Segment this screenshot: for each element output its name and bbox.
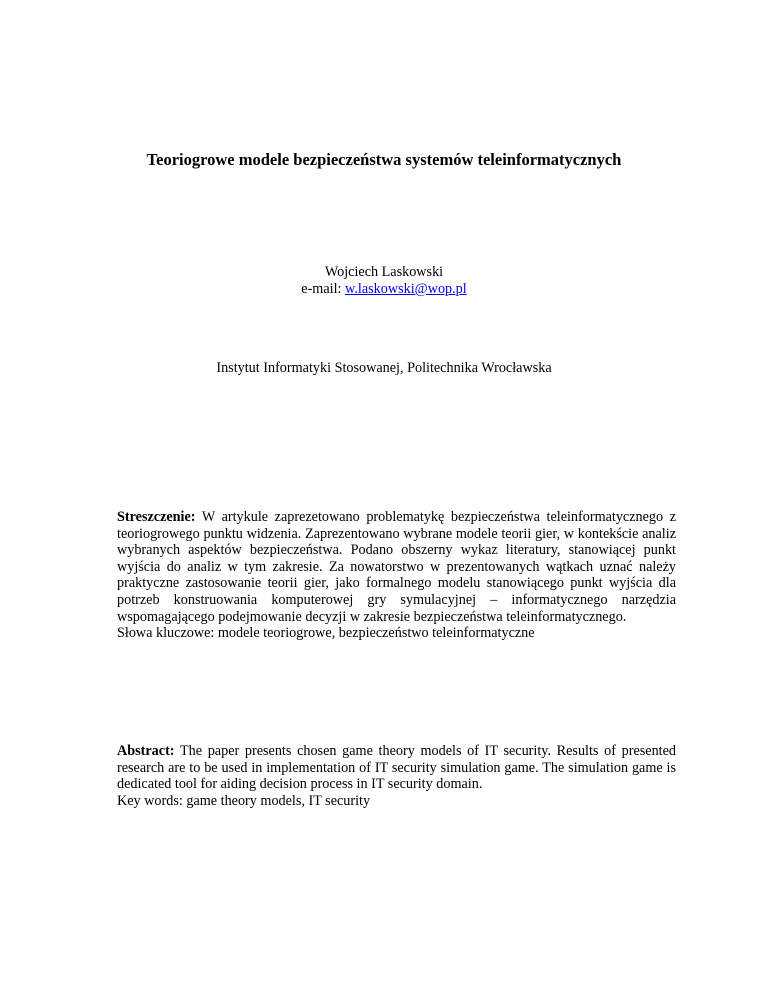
- author-email-line: [0, 281, 768, 298]
- author-name: Wojciech Laskowski: [324, 264, 444, 280]
- abstract-english-label: Abstract:: [117, 743, 175, 759]
- affiliation: Instytut Informatyki Stosowanej, Politechnika Wrocławska: [216, 360, 552, 376]
- email-link[interactable]: w.laskowski@wop.pl: [345, 281, 467, 297]
- paper-title: Teoriogrowe modele bezpieczeństwa systemów teleinformatycznych: [146, 150, 622, 169]
- author-block: [0, 264, 768, 298]
- abstract-polish-label: Streszczenie:: [117, 509, 196, 525]
- abstract-english-body: [117, 743, 676, 793]
- abstract-english: [117, 743, 676, 809]
- email-label: e-mail:: [301, 281, 342, 297]
- abstract-polish: [117, 509, 676, 642]
- abstract-polish-body: [117, 509, 676, 625]
- abstract-english-text: The paper presents chosen game theory models of IT security. Results of presented research are to be used in implementation of IT security simulation game. The simulation game is dedicated tool for aiding decision process in IT security domain.: [117, 743, 676, 793]
- abstract-polish-text: W artykule zaprezetowano problematykę bezpieczeństwa teleinformatycznego z teoriogrowego punktu widzenia. Zaprezentowano wybrane modele teorii gier, w kontekście analiz wybranych aspektów bezpieczeństwa. Podano obszerny wykaz literatury, stanowiącej punkt wyjścia do analiz w tym zakresie. Za nowatorstwo w prezentowanych wątkach uznać należy praktyczne zastosowanie teorii gier, jako formalnego modelu stanowiącego punkt wyjścia dla potrzeb konstruowania komputerowej gry symulacyjnej – informatycznego narzędzia wspomagającego podejmowanie decyzji w zakresie bezpieczeństwa teleinformatycznego.: [117, 509, 676, 625]
- keywords-polish: Słowa kluczowe: modele teoriogrowe, bezpieczeństwo teleinformatyczne: [117, 625, 535, 642]
- keywords-english: Key words: game theory models, IT security: [117, 792, 371, 809]
